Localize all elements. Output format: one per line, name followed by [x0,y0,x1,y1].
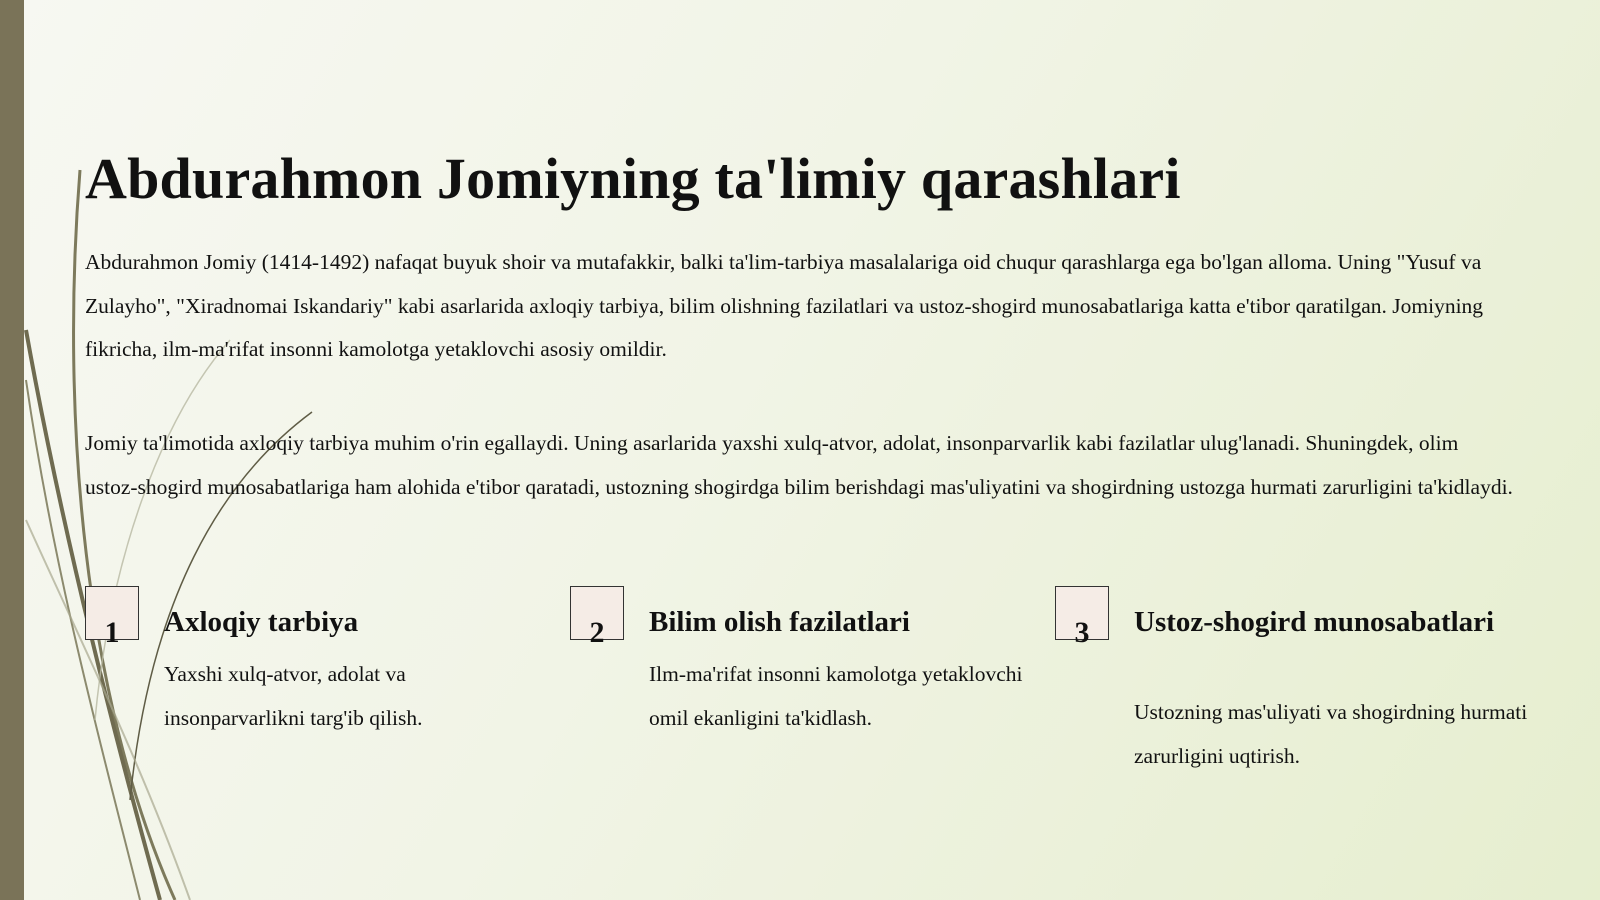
card-heading: Bilim olish fazilatlari [649,606,910,638]
card-number: 2 [589,616,605,649]
card-number: 1 [104,616,120,649]
left-accent-bar [0,0,24,900]
card-text: Ilm-ma'rifat insonni kamolotga yetaklovchi omil ekanligini ta'kidlash. [649,662,1023,730]
card-number: 3 [1074,616,1090,649]
card-text: Yaxshi xulq-atvor, adolat va insonparvarlikni targ'ib qilish. [164,662,423,730]
second-paragraph: Jomiy ta'limotida axloqiy tarbiya muhim o'rin egallaydi. Uning asarlarida yaxshi xulq-atvor, adolat, insonparvarlik kabi fazilatlar ulug'lanadi. Shuningdek, olim ustoz-shogird munosabatlariga ham alohida e'tibor qaratadi, ustozning shogirdga bilim berishdagi mas'uliyatini va shogirdning ustozga hurmati zarurligini ta'kidlaydi. [85,431,1513,499]
intro-paragraph: Abdurahmon Jomiy (1414-1492) nafaqat buyuk shoir va mutafakkir, balki ta'lim-tarbiya masalalariga oid chuqur qarashlarga ega bo'lgan alloma. Uning "Yusuf va Zulayho", "Xiradnomai Iskandariy" kabi asarlarida axloqiy tarbiya, bilim olishning fazilatlari va ustoz-shogird munosabatlariga katta e'tibor qaratilgan. Jomiyning fikricha, ilm-ma'rifat insonni kamolotga yetaklovchi asosiy omildir. [85,250,1484,361]
slide-title: Abdurahmon Jomiyning ta'limiy qarashlari [85,146,1181,211]
card-heading: Ustoz-shogird munosabatlari [1134,606,1495,638]
card-text: Ustozning mas'uliyati va shogirdning hurmati zarurligini uqtirish. [1134,700,1528,768]
card-heading: Axloqiy tarbiya [164,606,359,638]
